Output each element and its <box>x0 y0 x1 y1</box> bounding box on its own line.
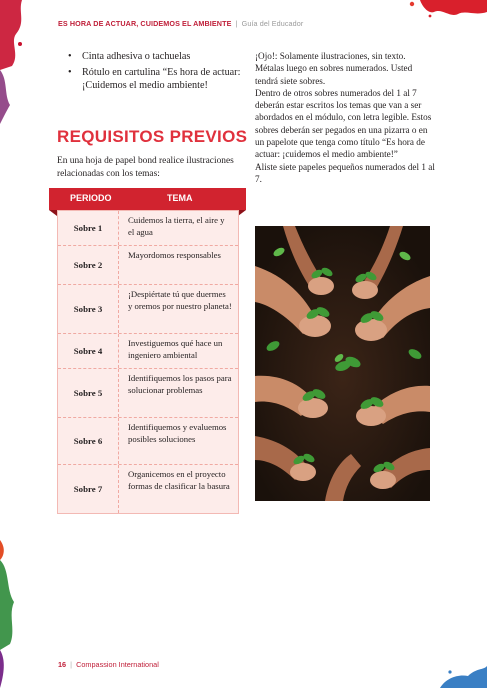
column-header-periodo: PERIODO <box>70 193 112 203</box>
table-row <box>58 211 238 246</box>
table-row <box>58 418 238 465</box>
cell-periodo: Sobre 6 <box>58 418 119 464</box>
cell-tema: Investiguemos qué hace un ingeniero ambiental <box>128 338 223 360</box>
header-title: ES HORA DE ACTUAR, CUIDEMOS EL AMBIENTE <box>58 19 232 28</box>
cell-tema: Mayordomos responsables <box>128 250 221 260</box>
column-header-tema: TEMA <box>167 193 193 203</box>
paint-splash-bottom-right <box>430 660 487 688</box>
cell-periodo: Sobre 5 <box>58 369 119 417</box>
cell-tema: Identifiquemos los pasos para solucionar problemas <box>128 373 232 395</box>
paint-splash-top-left <box>0 0 30 130</box>
list-item <box>66 50 251 64</box>
instructions-text <box>255 50 435 185</box>
table-row <box>58 334 238 369</box>
header-subtitle: Guía del Educador <box>241 19 304 28</box>
cell-periodo: Sobre 2 <box>58 246 119 284</box>
page-footer <box>58 660 159 669</box>
cell-tema: Organicemos en el proyecto formas de clasificar la basura <box>128 469 230 491</box>
ribbon-fold-right <box>238 210 246 216</box>
table-row <box>58 285 238 334</box>
cell-periodo: Sobre 1 <box>58 211 119 245</box>
list-item-text: Cinta adhesiva o tachuelas <box>82 51 191 62</box>
footer-separator: | <box>70 660 73 669</box>
materials-list <box>66 50 251 95</box>
table-row <box>58 246 238 285</box>
paragraph: Dentro de otros sobres numerados del 1 al 7 deberán estar escritos los temas que van a ser abordados en el módulo, con letra legible. Estos sobres deberán ser pegados en una pizarra o en un papelote que tenga como título “Es hora de actuar: ¡cuidemos el medio ambiente!” <box>255 87 432 160</box>
cell-tema: Identifiquemos y evaluemos posibles soluciones <box>128 422 227 444</box>
bullet-icon: • <box>68 66 72 78</box>
running-header <box>58 19 438 28</box>
header-separator: | <box>235 19 238 28</box>
section-title: REQUISITOS PREVIOS <box>57 127 248 146</box>
cell-tema: ¡Despiértate tú que duermes y oremos por nuestro planeta! <box>128 289 232 311</box>
list-item <box>66 66 251 93</box>
paragraph: Aliste siete papeles pequeños numerados del 1 al 7. <box>255 161 435 184</box>
table-row <box>58 369 238 418</box>
cell-periodo: Sobre 7 <box>58 465 119 513</box>
paint-splash-bottom-left <box>0 540 28 688</box>
bullet-icon: • <box>68 51 72 62</box>
page-number: 16 <box>58 660 67 669</box>
footer-organization: Compassion International <box>76 660 159 669</box>
cell-periodo: Sobre 4 <box>58 334 119 368</box>
list-item-text: Rótulo en cartulina “Es hora de actuar: ¡Cuidemos el medio ambiente! <box>82 66 241 92</box>
paragraph: ¡Ojo!: Solamente ilustraciones, sin texto. Métalas luego en sobres numerados. Usted tendrá siete sobres. <box>255 51 413 86</box>
ribbon-fold-left <box>49 210 57 216</box>
section-intro: En una hoja de papel bond realice ilustraciones relacionadas con los temas: <box>57 156 234 179</box>
topics-table <box>57 210 239 514</box>
hands-seedlings-illustration <box>255 226 430 501</box>
table-row <box>58 465 238 513</box>
hands-seedlings-photo <box>255 226 430 501</box>
cell-periodo: Sobre 3 <box>58 285 119 333</box>
cell-tema: Cuidemos la tierra, el aire y el agua <box>128 215 225 237</box>
